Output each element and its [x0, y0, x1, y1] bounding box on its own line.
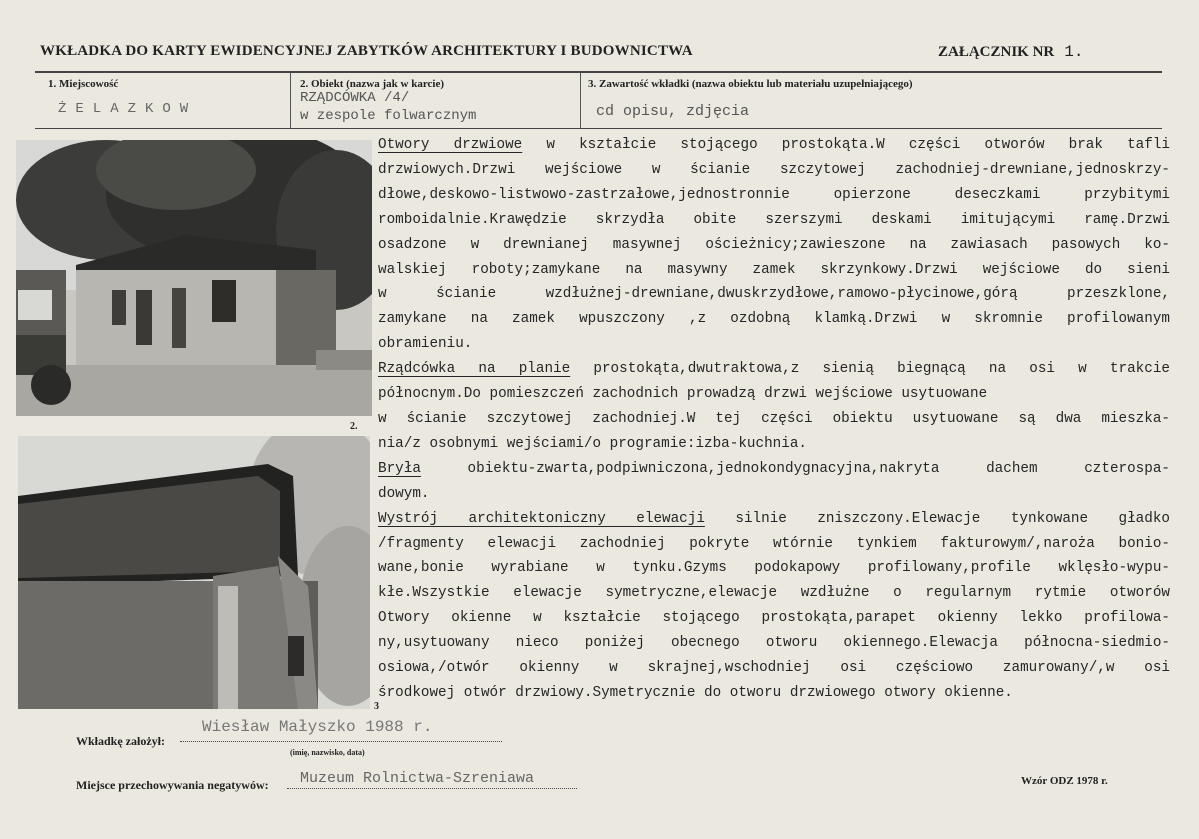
p4-line-5: ny,usytuowany nieco poniżej obecnego otworu okiennego.Elewacja północna-siedmio- [378, 635, 1170, 652]
p4-heading: Wystrój architektoniczny elewacji [378, 510, 705, 527]
negatives-value: Muzeum Rolnictwa-Szreniawa [300, 770, 535, 787]
photo-house-image [16, 140, 372, 416]
form-title: WKŁADKA DO KARTY EWIDENCYJNEJ ZABYTKÓW ARCHITEKTURY I BUDOWNICTWA [40, 43, 693, 59]
p2-heading: Rządcówka na planie [378, 361, 571, 378]
header-rule-top [35, 71, 1162, 73]
p4-line-4: Otwory okienne w kształcie stojącego prostokąta,parapet okienny lekko profilowa- [378, 610, 1170, 627]
founder-label: Wkładkę założył: [76, 734, 165, 748]
p2-line-3: nia/z osobnymi wejściami/o programie:izba-kuchnia. [378, 435, 807, 452]
p1-line-8: obramieniu. [378, 336, 473, 353]
p1-heading: Otwory drzwiowe [378, 137, 523, 153]
p2-line-0: Rządcówka na planie prostokąta,dwutraktowa,z sienią biegnącą na osi w trakcie [378, 361, 1170, 378]
founder-value: Wiesław Małyszko 1988 r. [202, 718, 433, 736]
negatives-label: Miejsce przechowywania negatywów: [76, 778, 269, 792]
photo2-number: 3 [374, 701, 379, 712]
attachment-label-text: ZAŁĄCZNIK NR [938, 44, 1055, 60]
p2-line-1: północnym.Do pomieszczeń zachodnich prowadzą drzwi wejściowe usytuowane [378, 386, 988, 403]
photo-eaves-image [18, 436, 370, 709]
p3-line-1: dowym. [378, 485, 430, 502]
p1-line-2: dłowe,deskowo-listwowo-zastrzałowe,jednostronnie opierzone deseczkami przybitymi [378, 186, 1170, 203]
object-label: 2. Obiekt (nazwa jak w karcie) [300, 78, 445, 90]
p1-line-0: Otwory drzwiowe w kształcie stojącego prostokąta.W części otworów brak tafli [378, 137, 1170, 153]
p3-heading: Bryła [378, 460, 421, 477]
attachment-label [938, 43, 1083, 61]
p4-line-6: osiowa,/otwór okienny w skrajnej,wschodniej osi częściowo zamurowany/,w osi [378, 660, 1170, 677]
p1-line-3: romboidalnie.Krawędzie skrzydła obite szerszymi deskami imitującymi ramę.Drzwi [378, 211, 1170, 228]
field-divider-1 [290, 73, 291, 128]
attachment-number: 1. [1064, 43, 1084, 61]
p2-line-2: w ścianie szczytowej zachodniej.W tej części obiektu usytuowane są dwa mieszka- [378, 410, 1170, 427]
photo1-number: 2. [350, 421, 358, 432]
p1-line-5: walskiej roboty;zamykane na masywny zamek skrzynkowy.Drzwi wejściowe do sieni [378, 261, 1170, 278]
p1-line-7: zamykane na zamek wpuszczony ,z ozdobną klamką.Drzwi w skromnie profilowanym [378, 311, 1170, 328]
p1-line-1: drzwiowych.Drzwi wejściowe w ścianie szczytowej zachodniej-drewniane,jednoskrzy- [378, 161, 1170, 178]
place-label: 1. Miejscowość [48, 78, 119, 90]
place-value: ŻELAZKOW [58, 101, 198, 117]
founder-hint: (imię, nazwisko, data) [290, 748, 365, 757]
p4-line-1: /fragmenty elewacji zachodniej pokryte wtórnie tynkiem fakturowym/,naroża bonio- [378, 535, 1170, 552]
p4-line-2: wane,bonie wyrabiane w tynku.Gzyms podokapowy profilowany,profile wklęsło-wypu- [378, 560, 1170, 577]
content-label: 3. Zawartość wkładki (nazwa obiektu lub materiału uzupełniającego) [588, 78, 913, 90]
p4-line-7: środkowej otwór drzwiowy.Symetrycznie do otworu drzwiowego otwory okienne. [378, 684, 1013, 701]
object-value-line2: w zespole folwarcznym [300, 108, 477, 124]
p4-line-0: Wystrój architektoniczny elewacji silnie zniszczony.Elewacje tynkowane gładko [378, 510, 1171, 527]
photo-eaves-detail [18, 436, 370, 709]
field-divider-2 [580, 73, 581, 128]
description-text [378, 133, 1170, 706]
photo-house-exterior [16, 140, 372, 416]
p4-line-3: kłe.Wszystkie elewacje symetryczne,elewacje wzdłużne o regularnym rytmie otworów [378, 585, 1170, 602]
content-value: cd opisu, zdjęcia [596, 103, 750, 120]
object-value-line1: RZĄDCÓWKA /4/ [300, 90, 410, 106]
header-rule-bottom [35, 128, 1162, 129]
negatives-dotline [287, 788, 577, 789]
founder-dotline [180, 741, 502, 742]
form-code: Wzór ODZ 1978 r. [1021, 775, 1108, 787]
p1-line-6: w ścianie wzdłużnej-drewniane,dwuskrzydłowe,ramowo-płycinowe,górą przeszklone, [378, 286, 1170, 303]
p1-line-4: osadzone w drewnianej masywnej ościeżnicy;zawieszone na zawiasach pasowych ko- [378, 236, 1170, 253]
p3-line-0: Bryła obiektu-zwarta,podpiwniczona,jednokondygnacyjna,nakryta dachem czterospa- [378, 460, 1170, 477]
